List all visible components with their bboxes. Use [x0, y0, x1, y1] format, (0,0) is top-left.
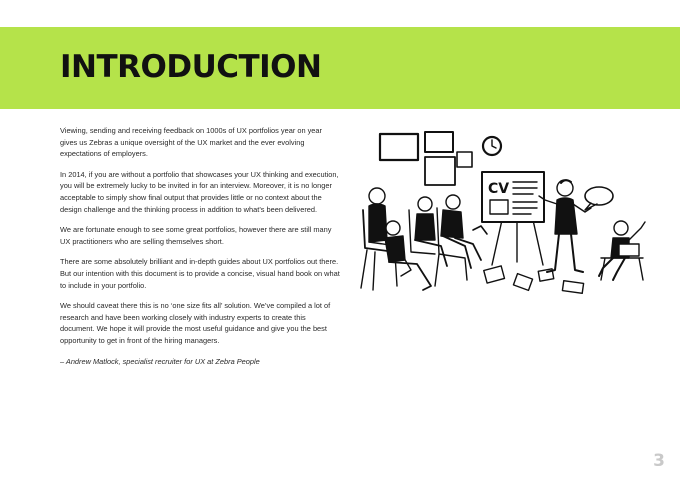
wall-frames [380, 132, 472, 185]
board-cv-label: CV [488, 181, 510, 197]
intro-paragraph: In 2014, if you are without a portfolio that showcases your UX thinking and execution, you will be extremely lucky to be invited in for an interview. Moreover, it is no longer acceptable to simply show final output that provides little or no context about the design challenge and the thinking process in addition to what’s been delivered. [60, 169, 339, 214]
seated-figure-right [599, 221, 645, 280]
page-title: INTRODUCTION [60, 49, 322, 85]
intro-body [60, 125, 340, 376]
presentation-illustration [355, 130, 655, 305]
intro-paragraph: We are fortunate enough to see some great portfolios, however there are still many UX practitioners who are selling themselves short. [60, 225, 332, 246]
speech-bubble [585, 187, 613, 210]
easel [482, 172, 544, 265]
page-number: 3 [653, 451, 665, 471]
audience [361, 188, 487, 290]
intro-paragraph: We should caveat there this is no ‘one size fits all’ solution. We’ve compiled a lot of research and have been working closely with industry experts to create this document. We hope it will provide the most useful guidance and give you the best opportunity to get in front of the hiring managers. [60, 301, 331, 345]
clock-icon [483, 137, 501, 155]
intro-paragraph: There are some absolutely brilliant and in-depth guides about UX portfolios out there. But our intention with this document is to provide a concise, visual hand book on what to include in your portfolio. [60, 257, 340, 290]
presenter-figure [539, 180, 591, 272]
floor-papers [484, 266, 584, 293]
author-signature: – Andrew Matlock, specialist recruiter for UX at Zebra People [60, 356, 260, 366]
intro-paragraph: Viewing, sending and receiving feedback on 1000s of UX portfolios year on year gives us Zebras a unique oversight of the UX market and the ever evolving expectations of employers. [60, 126, 322, 159]
